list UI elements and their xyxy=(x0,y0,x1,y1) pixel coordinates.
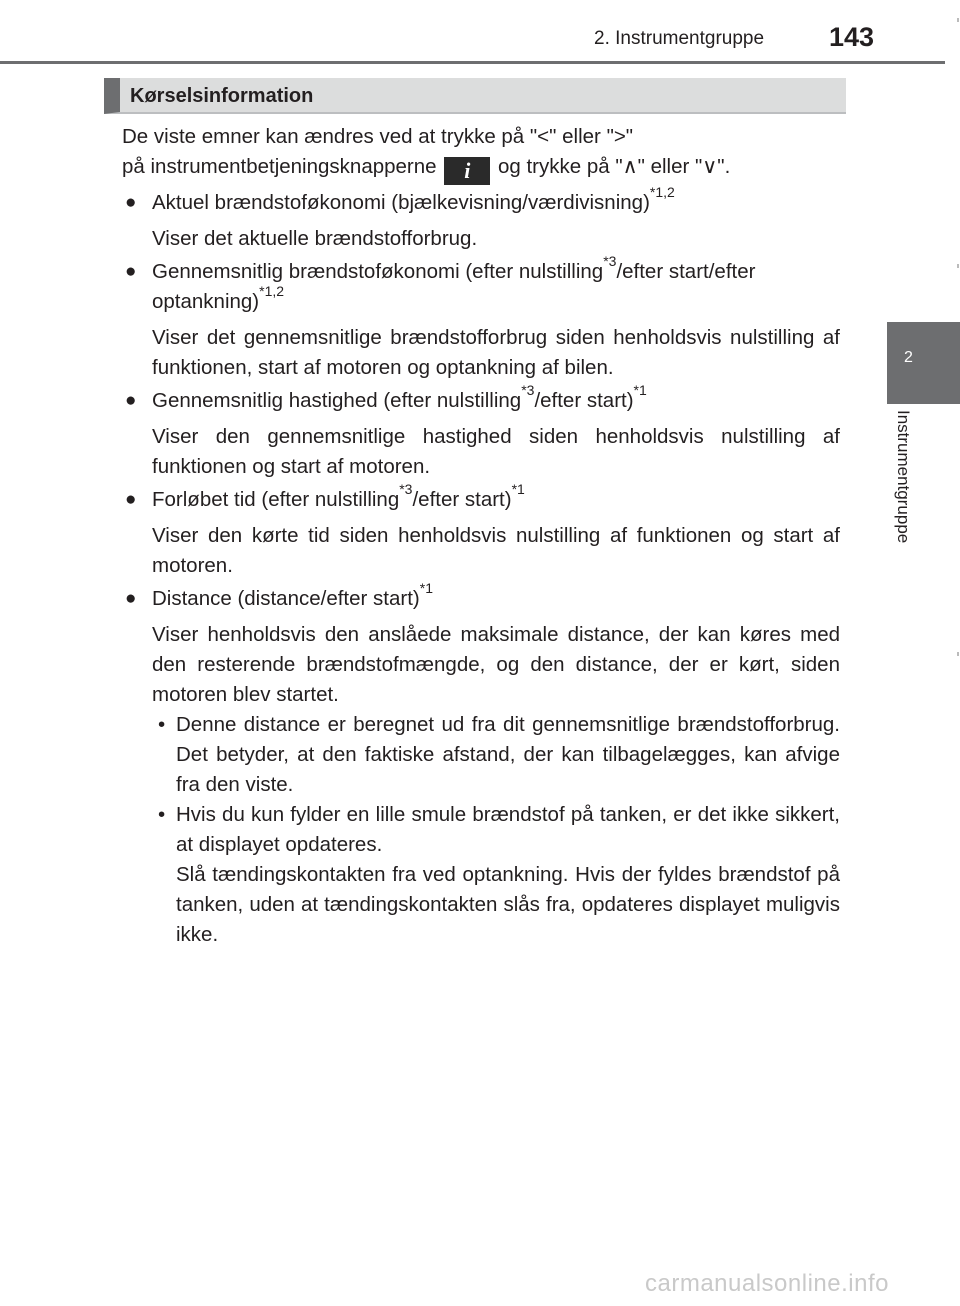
intro-text-a: på instrumentbetjeningsknapperne xyxy=(122,155,437,178)
note-item: • Hvis du kun fylder en lille smule brændstof på tanken, er det ikke sikkert, at displayet opdateres. xyxy=(122,800,840,860)
item-description: Viser den gennemsnitlige hastighed siden henholdsvis nulstilling af funktionen og start af motoren. xyxy=(152,425,840,478)
item-description: Viser det aktuelle brændstofforbrug. xyxy=(152,227,478,250)
item-title-cont: /efter start/efter optankning) xyxy=(152,260,756,313)
footnote-ref: *3 xyxy=(399,481,413,498)
crop-mark xyxy=(957,652,959,656)
item-title: Forløbet tid (efter nulstilling xyxy=(152,488,400,511)
chapter-title: 2. Instrumentgruppe xyxy=(594,28,765,49)
item-title: Gennemsnitlig brændstoføkonomi (efter nulstilling xyxy=(152,260,604,283)
body-content xyxy=(122,122,840,950)
section-title: Kørselsinformation xyxy=(130,85,314,107)
chapter-side-label: Instrumentgruppe xyxy=(894,410,913,544)
item-title: Aktuel brændstoføkonomi (bjælkevisning/værdivisning) xyxy=(152,191,650,214)
note-item: • Denne distance er beregnet ud fra dit gennemsnitlige brændstofforbrug. Det betyder, at den faktiske afstand, der kan tilbagelægges, kan afvige fra den viste. xyxy=(122,710,840,800)
footnote-ref: *1 xyxy=(633,382,647,399)
info-button-icon: i xyxy=(444,157,490,185)
chapter-tab-number: 2 xyxy=(904,349,913,366)
list-item-current-fuel xyxy=(122,184,840,218)
page-number: 143 xyxy=(829,22,875,52)
item-description: Viser henholdsvis den anslåede maksimale distance, der kan køres med den resterende brændstofmængde, og den distance, der er kørt, siden motoren blev startet. xyxy=(152,623,840,706)
watermark: carmanualsonline.info xyxy=(645,1270,889,1297)
list-item-average-speed xyxy=(122,382,840,416)
list-item-average-fuel xyxy=(122,253,840,317)
footnote-ref: *1,2 xyxy=(649,184,675,201)
chapter-tab xyxy=(887,322,960,404)
intro-text-b: og trykke på "∧" eller "∨". xyxy=(497,155,731,178)
note-continuation: Slå tændingskontakten fra ved optankning. Hvis der fyldes brændstof på tanken, uden at tændingskontakten slås fra, opdateres displayet muligvis ikke. xyxy=(176,863,840,946)
item-description: Viser det gennemsnitlige brændstofforbrug siden henholdsvis nulstilling af funktionen, start af motoren og optankning af bilen. xyxy=(152,326,840,379)
crop-mark xyxy=(957,18,959,22)
footnote-ref: *3 xyxy=(603,253,617,270)
list-item-distance xyxy=(122,580,840,614)
intro-line-2 xyxy=(122,152,840,185)
section-heading xyxy=(104,78,846,114)
list-item-elapsed-time xyxy=(122,481,840,515)
item-title: Distance (distance/efter start) xyxy=(152,587,420,610)
item-title-cont: /efter start) xyxy=(412,488,512,511)
item-description: Viser den kørte tid siden henholdsvis nulstilling af funktionen og start af motoren. xyxy=(152,524,840,577)
header-divider xyxy=(0,61,945,64)
crop-mark xyxy=(957,264,959,268)
item-title-cont: /efter start) xyxy=(534,389,634,412)
footnote-ref: *3 xyxy=(521,382,535,399)
intro-line-1: De viste emner kan ændres ved at trykke på "<" eller ">" xyxy=(122,125,634,148)
item-title: Gennemsnitlig hastighed (efter nulstilling xyxy=(152,389,522,412)
footnote-ref: *1,2 xyxy=(259,283,285,300)
footnote-ref: *1 xyxy=(511,481,525,498)
footnote-ref: *1 xyxy=(419,580,433,597)
